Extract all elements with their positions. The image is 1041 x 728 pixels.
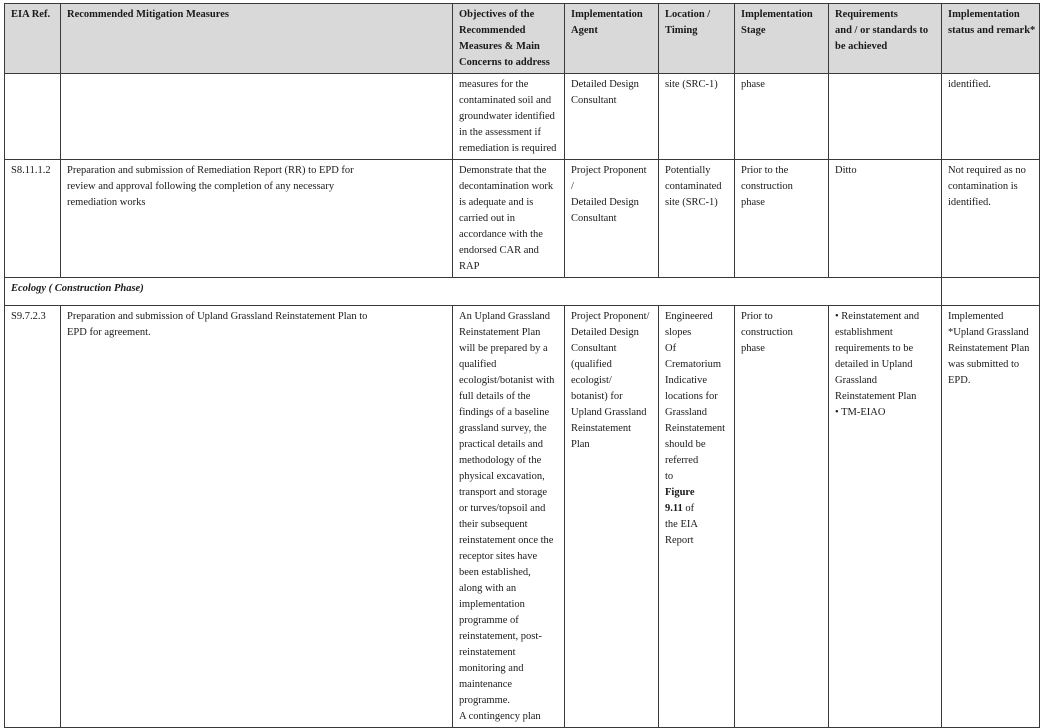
text-line: EIA Ref.: [11, 9, 51, 20]
text-line: phase: [741, 197, 765, 208]
location-figure-ref: [665, 485, 729, 501]
text-line: Reinstatement: [665, 423, 726, 434]
header-status: [942, 4, 1040, 74]
cell-agent: [565, 74, 659, 160]
text-line: Implementation: [948, 9, 1020, 20]
text-line: programme.: [459, 695, 511, 706]
text-line: Engineered: [665, 311, 713, 322]
cell-measures: [61, 160, 453, 278]
text-line: reinstatement: [459, 647, 516, 658]
text-line: was submitted to: [948, 359, 1020, 370]
text-line: Location /: [665, 9, 711, 20]
cell-objectives: [453, 306, 565, 728]
text-line: botanist) for: [571, 391, 623, 402]
text-line: ecologist/: [571, 375, 612, 386]
cell-eia-ref: S8.11.1.2: [5, 160, 61, 278]
text-line: practical details and: [459, 439, 543, 450]
header-objectives: [453, 4, 565, 74]
text-line: implementation: [459, 599, 525, 610]
text-line: ecologist/botanist with: [459, 375, 555, 386]
cell-stage: [735, 306, 829, 728]
text-line: detailed in Upland: [835, 359, 913, 370]
text-line: and / or standards to: [835, 25, 929, 36]
text-line: findings of a baseline: [459, 407, 550, 418]
text-line: methodology of the: [459, 455, 542, 466]
mitigation-measures-table: [4, 3, 1040, 728]
cell-agent: [565, 306, 659, 728]
text-line: Upland Grassland: [571, 407, 647, 418]
section-title-text: Ecology ( Construction Phase): [11, 283, 144, 294]
text-line: physical excavation,: [459, 471, 545, 482]
text-line: receptor sites have: [459, 551, 538, 562]
location-figure-number: [665, 501, 729, 517]
text-line: Prior to the: [741, 165, 789, 176]
cell-objectives: [453, 160, 565, 278]
cell-requirements: [829, 160, 942, 278]
text-line: endorsed CAR and: [459, 245, 539, 256]
text-line: Project Proponent: [571, 165, 647, 176]
text-line: programme of: [459, 615, 519, 626]
text-line: phase: [741, 343, 765, 354]
header-location: [659, 4, 735, 74]
header-stage: [735, 4, 829, 74]
figure-of: of: [685, 503, 695, 514]
text-line: to: [665, 471, 674, 482]
text-line: Detailed Design: [571, 79, 639, 90]
header-eia-ref: [5, 4, 61, 74]
text-line: Consultant: [571, 343, 617, 354]
text-line: site (SRC-1): [665, 197, 718, 208]
text-line: Stage: [741, 25, 766, 36]
text-line: • Reinstatement and: [835, 311, 920, 322]
text-line: qualified: [459, 359, 497, 370]
text-line: construction: [741, 181, 793, 192]
cell-requirements: [829, 306, 942, 728]
text-line: Indicative: [665, 375, 707, 386]
cell-location: [659, 160, 735, 278]
text-line: groundwater identified: [459, 111, 555, 122]
text-line: Project Proponent/: [571, 311, 650, 322]
text-line: site (SRC-1): [665, 79, 718, 90]
cell-eia-ref: S9.7.2.3: [5, 306, 61, 728]
header-measures: [61, 4, 453, 74]
section-title: [5, 278, 942, 306]
cell-status: [942, 306, 1040, 728]
text-line: Implementation: [741, 9, 813, 20]
text-line: Ditto: [835, 165, 857, 176]
text-line: RAP: [459, 261, 480, 272]
text-line: transport and storage: [459, 487, 548, 498]
text-line: /: [571, 181, 574, 192]
text-line: Recommended: [459, 25, 526, 36]
text-line: Consultant: [571, 213, 617, 224]
text-line: been established,: [459, 567, 531, 578]
text-line: requirements to be: [835, 343, 914, 354]
text-line: • TM-EIAO: [835, 407, 886, 418]
figure-word: Figure: [665, 487, 695, 498]
text-line: accordance with the: [459, 229, 543, 240]
cell-stage: [735, 74, 829, 160]
cell-location: [659, 306, 735, 728]
figure-number: 9.11: [665, 503, 683, 514]
table-row: [5, 160, 1040, 278]
text-line: Measures & Main: [459, 41, 540, 52]
text-line: referred: [665, 455, 699, 466]
header-row: [5, 4, 1040, 74]
text-line: Preparation and submission of Upland Grassland Reinstatement Plan to: [67, 311, 368, 322]
text-line: Reinstatement Plan: [459, 327, 541, 338]
text-line: An Upland Grassland: [459, 311, 550, 322]
text-line: be achieved: [835, 41, 888, 52]
text-line: Potentially: [665, 165, 711, 176]
text-line: Reinstatement Plan: [948, 343, 1030, 354]
text-line: their subsequent: [459, 519, 528, 530]
text-line: Implementation: [571, 9, 643, 20]
text-line: Reinstatement Plan: [835, 391, 917, 402]
cell-status: [942, 74, 1040, 160]
text-line: Requirements: [835, 9, 898, 20]
table-row: [5, 74, 1040, 160]
text-line: full details of the: [459, 391, 531, 402]
text-line: Detailed Design: [571, 197, 639, 208]
text-line: construction: [741, 327, 793, 338]
cell-measures: [61, 306, 453, 728]
text-line: is adequate and is: [459, 197, 534, 208]
text-line: carried out in: [459, 213, 515, 224]
text-line: maintenance: [459, 679, 513, 690]
text-line: Timing: [665, 25, 698, 36]
text-line: Prior to: [741, 311, 773, 322]
text-line: remediation is required: [459, 143, 557, 154]
location-lines: [665, 309, 729, 485]
text-line: reinstatement once the: [459, 535, 554, 546]
text-line: or turves/topsoil and: [459, 503, 546, 514]
text-line: the EIA: [665, 519, 698, 530]
text-line: Not required as no: [948, 165, 1026, 176]
text-line: contaminated soil and: [459, 95, 552, 106]
cell-measures: [61, 74, 453, 160]
text-line: Concerns to address: [459, 57, 550, 68]
text-line: review and approval following the completion of any necessary: [67, 181, 335, 192]
section-empty-cell: [942, 278, 1040, 306]
text-line: Detailed Design: [571, 327, 639, 338]
cell-requirements: [829, 74, 942, 160]
text-line: contamination is: [948, 181, 1018, 192]
text-line: grassland survey, the: [459, 423, 547, 434]
text-line: Grassland: [665, 407, 707, 418]
text-line: measures for the: [459, 79, 529, 90]
text-line: Consultant: [571, 95, 617, 106]
text-line: identified.: [948, 79, 991, 90]
text-line: EPD for agreement.: [67, 327, 151, 338]
section-row: [5, 278, 1040, 306]
text-line: Demonstrate that the: [459, 165, 547, 176]
text-line: Plan: [571, 439, 590, 450]
cell-location: [659, 74, 735, 160]
text-line: will be prepared by a: [459, 343, 548, 354]
text-line: remediation works: [67, 197, 146, 208]
text-line: should be: [665, 439, 706, 450]
header-agent: [565, 4, 659, 74]
text-line: slopes: [665, 327, 692, 338]
cell-eia-ref: [5, 74, 61, 160]
text-line: Of: [665, 343, 677, 354]
location-tail: [665, 517, 729, 549]
text-line: Reinstatement: [571, 423, 632, 434]
text-line: Objectives of the: [459, 9, 535, 20]
text-line: in the assessment if: [459, 127, 541, 138]
text-line: EPD.: [948, 375, 971, 386]
text-line: (qualified: [571, 359, 612, 370]
text-line: Grassland: [835, 375, 877, 386]
text-line: establishment: [835, 327, 893, 338]
text-line: Report: [665, 535, 694, 546]
text-line: phase: [741, 79, 765, 90]
text-line: monitoring and: [459, 663, 524, 674]
text-line: Agent: [571, 25, 598, 36]
text-line: Preparation and submission of Remediation Report (RR) to EPD for: [67, 165, 354, 176]
cell-objectives: [453, 74, 565, 160]
text-line: along with an: [459, 583, 517, 594]
text-line: A contingency plan: [459, 711, 541, 722]
header-requirements: [829, 4, 942, 74]
text-line: contaminated: [665, 181, 722, 192]
text-line: locations for: [665, 391, 718, 402]
text-line: status and remark*: [948, 25, 1036, 36]
table-row: [5, 306, 1040, 728]
text-line: Implemented: [948, 311, 1004, 322]
text-line: identified.: [948, 197, 991, 208]
cell-stage: [735, 160, 829, 278]
text-line: Recommended Mitigation Measures: [67, 9, 229, 20]
text-line: Crematorium: [665, 359, 721, 370]
cell-status: [942, 160, 1040, 278]
text-line: *Upland Grassland: [948, 327, 1029, 338]
text-line: decontamination work: [459, 181, 554, 192]
cell-agent: [565, 160, 659, 278]
text-line: reinstatement, post-: [459, 631, 542, 642]
